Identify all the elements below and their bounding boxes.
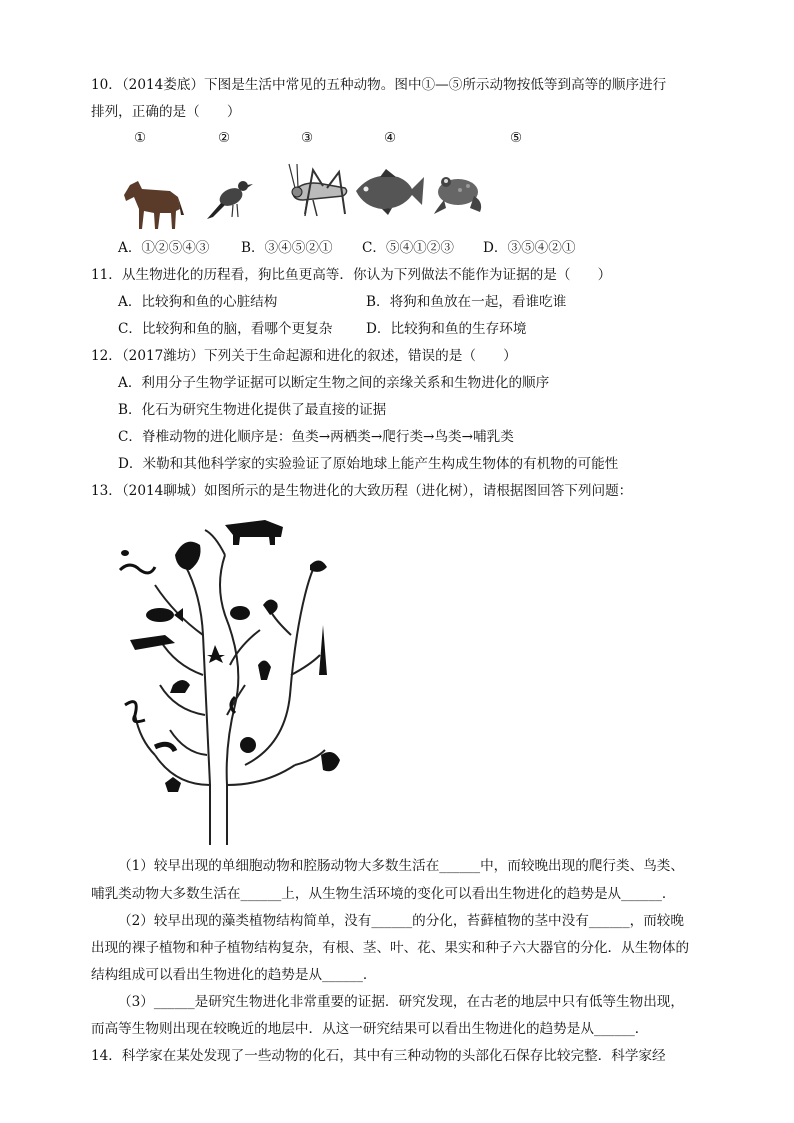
q12-stem: 12．（2017潍坊）下列关于生命起源和进化的叙述，错误的是（ ） [91, 348, 517, 364]
q10-option-a[interactable]: A．①②⑤④③ [118, 240, 210, 256]
q13-part2-line1: （2）较早出现的藻类植物结构简单，没有______的分化，苔藓植物的茎中没有______，而较晚 [118, 913, 684, 929]
grasshopper-icon [283, 162, 353, 222]
q13-part2-line3: 结构组成可以看出生物进化的趋势是从______． [91, 967, 377, 983]
q10-stem-line2: 排列，正确的是（ ） [91, 104, 241, 120]
q12-option-c[interactable]: C．脊椎动物的进化顺序是：鱼类→两栖类→爬行类→鸟类→哺乳类 [118, 429, 514, 445]
q12-option-d[interactable]: D．米勒和其他科学家的实验验证了原始地球上能产生构成生物体的有机物的可能性 [118, 456, 619, 472]
q10-label-2: ② [218, 130, 231, 146]
q11-option-b[interactable]: B．将狗和鱼放在一起，看谁吃谁 [366, 294, 567, 310]
q12-option-b[interactable]: B．化石为研究生物进化提供了最直接的证据 [118, 402, 387, 418]
fish-icon [352, 167, 426, 217]
q10-label-3: ③ [301, 130, 314, 146]
evolution-tree-diagram [115, 515, 350, 845]
q10-label-5: ⑤ [510, 130, 523, 146]
bird-icon [205, 175, 255, 223]
q10-stem-line1: 10．（2014娄底）下图是生活中常见的五种动物。图中①—⑤所示动物按低等到高等的顺序进行 [91, 77, 667, 93]
q13-part1-line2: 哺乳类动物大多数生活在______上，从生物生活环境的变化可以看出生物进化的趋势是从______． [91, 886, 676, 902]
q12-option-a[interactable]: A．利用分子生物学证据可以断定生物之间的亲缘关系和生物进化的顺序 [118, 375, 550, 391]
q13-part1-line1: （1）较早出现的单细胞动物和腔肠动物大多数生活在______中，而较晚出现的爬行类、鸟类、 [118, 858, 684, 874]
q10-option-d[interactable]: D．③⑤④②① [483, 240, 576, 256]
q13-stem: 13．（2014聊城）如图所示的是生物进化的大致历程（进化树），请根据图回答下列问题： [91, 483, 633, 499]
q11-option-c[interactable]: C．比较狗和鱼的脑，看哪个更复杂 [118, 321, 333, 337]
q11-stem: 11．从生物进化的历程看，狗比鱼更高等．你认为下列做法不能作为证据的是（ ） [91, 267, 612, 283]
q10-option-c[interactable]: C．⑤④①②③ [362, 240, 454, 256]
q10-label-1: ① [134, 130, 147, 146]
q13-part2-line2: 出现的裸子植物和种子植物结构复杂，有根、茎、叶、花、果实和种子六大器官的分化．从生物体的 [91, 940, 690, 956]
q11-option-d[interactable]: D．比较狗和鱼的生存环境 [366, 321, 527, 337]
q14-stem: 14．科学家在某处发现了一些动物的化石，其中有三种动物的头部化石保存比较完整．科学家经 [91, 1048, 666, 1064]
q13-part3-line2: 而高等生物则出现在较晚近的地层中．从这一研究结果可以看出生物进化的趋势是从______． [91, 1021, 649, 1037]
q13-part3-line1: （3）______是研究生物进化非常重要的证据．研究发现，在古老的地层中只有低等生物出现， [118, 994, 684, 1010]
horse-icon [120, 175, 186, 231]
q10-label-4: ④ [384, 130, 397, 146]
frog-icon [430, 168, 486, 216]
q11-option-a[interactable]: A．比较狗和鱼的心脏结构 [118, 294, 278, 310]
q10-option-b[interactable]: B．③④⑤②① [241, 240, 333, 256]
